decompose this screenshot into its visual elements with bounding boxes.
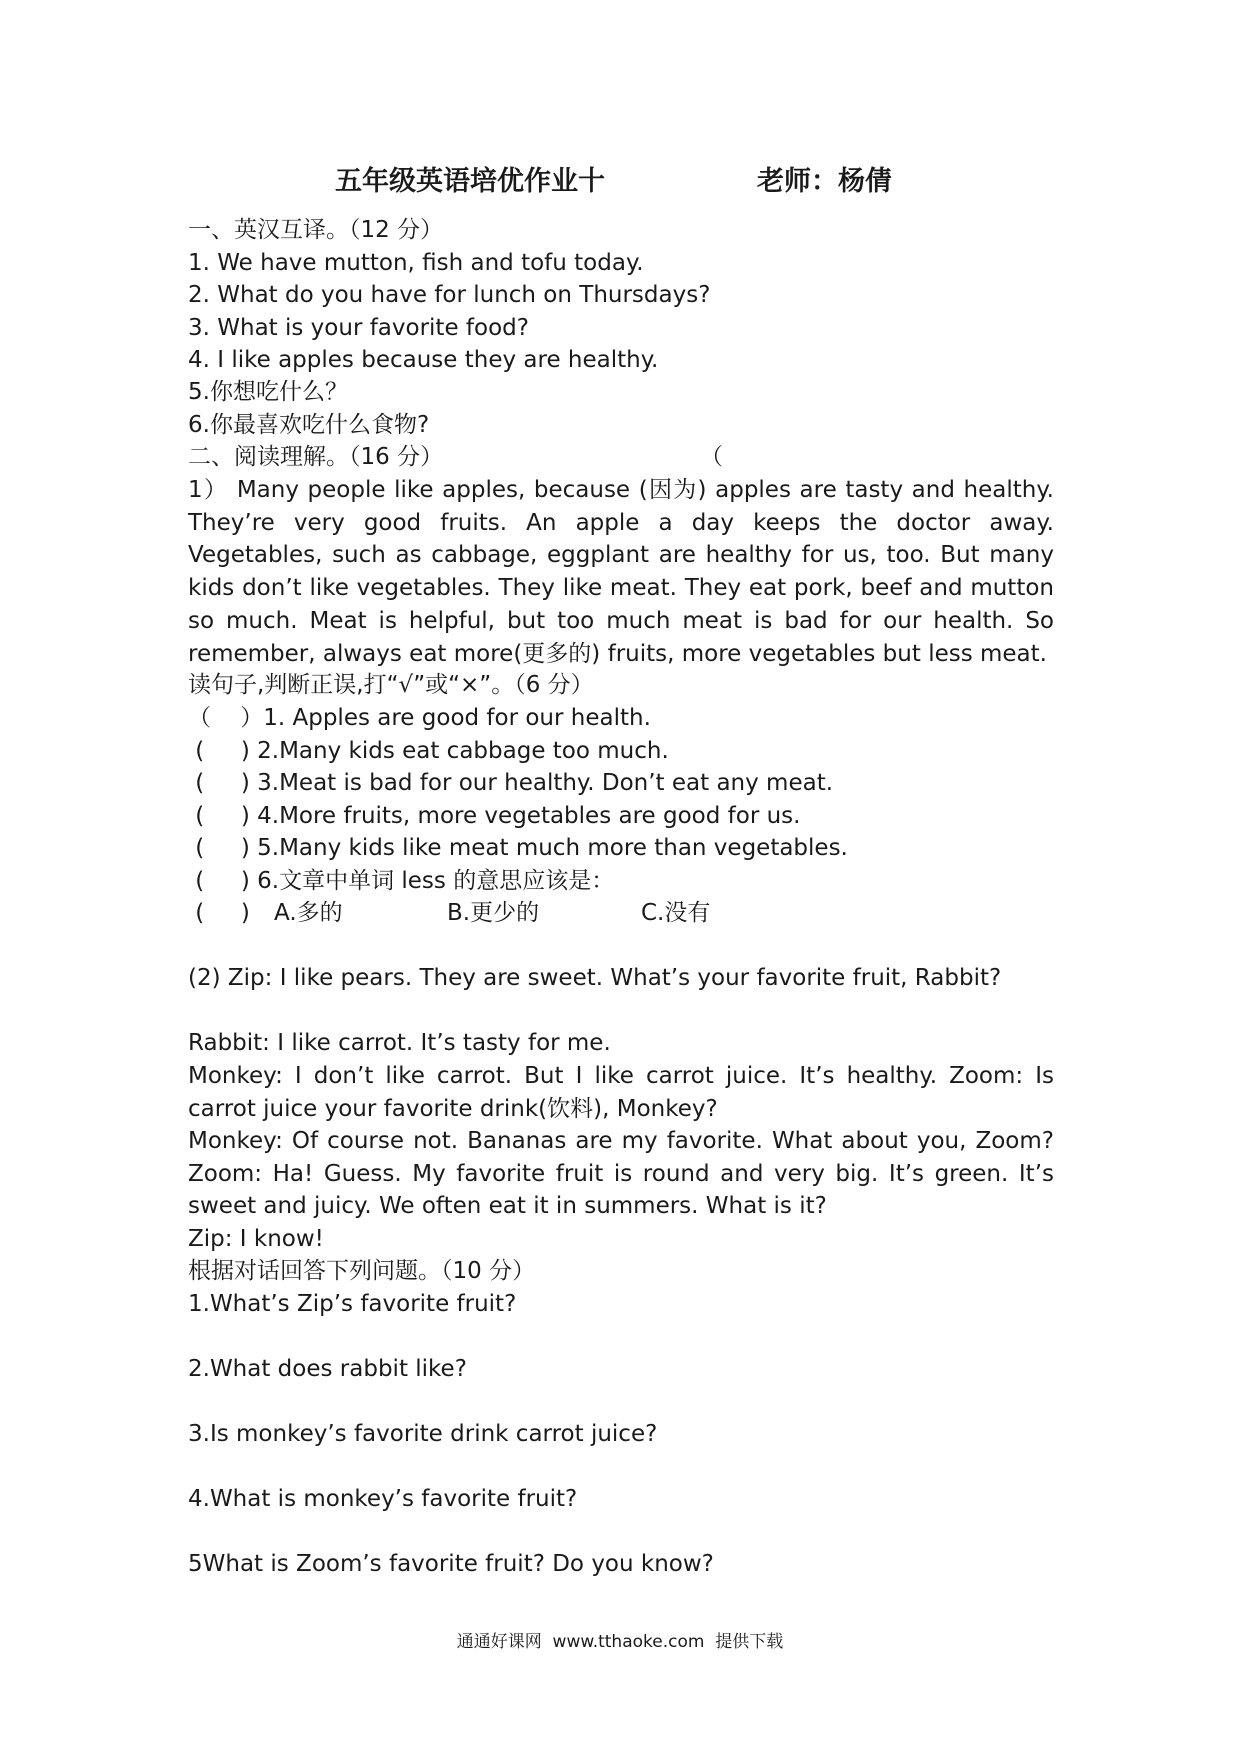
- choice-b: B.更少的: [447, 900, 540, 926]
- question-3: 3.Is monkey’s favorite drink carrot juice?: [188, 1421, 658, 1447]
- choice-answer-blank: ( ): [188, 900, 250, 926]
- translate-item-2: 2. What do you have for lunch on Thursdays?: [188, 282, 711, 308]
- teacher-name: 老师：杨倩: [757, 166, 892, 197]
- qa-instruction: 根据对话回答下列问题。（10 分）: [188, 1258, 536, 1284]
- judge-item-1: （ ）1. Apples are good for our health.: [188, 705, 651, 731]
- question-5: 5What is Zoom’s favorite fruit? Do you know?: [188, 1551, 714, 1577]
- translate-item-4: 4. I like apples because they are healthy.: [188, 347, 659, 373]
- judge-item-3: ( ) 3.Meat is bad for our healthy. Don’t eat any meat.: [188, 770, 834, 796]
- reading-passage-1: 1） Many people like apples, because (因为) apples are tasty and healthy. They’re very good fruits. An apple a day keeps the doctor away. Vegetables, such as cabbage, eggplant are healthy for us, too. But many kids don’t like vegetables. They like meat. They eat pork, beef and mutton so much. Meat is helpful, but too much meat is bad for our health. So remember, always eat more(更多的) fruits, more vegetables but less meat.: [188, 477, 1054, 667]
- section1-heading: 一、英汉互译。（12 分）: [188, 217, 444, 243]
- translate-item-6: 6.你最喜欢吃什么食物?: [188, 412, 430, 438]
- judge-item-6: ( ) 6.文章中单词 less 的意思应该是：: [188, 868, 615, 894]
- translate-item-3: 3. What is your favorite food?: [188, 315, 529, 341]
- choice-c: C.没有: [641, 900, 711, 926]
- dialogue-block-monkey-1: Monkey: I don’t like carrot. But I like carrot juice. It’s healthy. Zoom: Is carrot juice your favorite drink(饮料), Monkey?: [188, 1063, 1054, 1122]
- dialogue-line-rabbit: Rabbit: I like carrot. It’s tasty for me.: [188, 1030, 611, 1056]
- footer-credit: 通通好课网 www.tthaoke.com 提供下载: [456, 1632, 784, 1652]
- stray-parenthesis: （: [700, 444, 723, 470]
- dialogue-line-zip: (2) Zip: I like pears. They are sweet. What’s your favorite fruit, Rabbit?: [188, 965, 1002, 991]
- choice-a: A.多的: [274, 900, 343, 926]
- judge-item-2: ( ) 2.Many kids eat cabbage too much.: [188, 738, 669, 764]
- translate-item-1: 1. We have mutton, fish and tofu today.: [188, 250, 644, 276]
- judge-instruction: 读句子,判断正误,打“√”或“×”。（6 分）: [188, 672, 594, 698]
- section2-heading: 二、阅读理解。（16 分）: [188, 444, 444, 470]
- dialogue-line-zip-end: Zip: I know!: [188, 1226, 324, 1252]
- dialogue-block-monkey-2: Monkey: Of course not. Bananas are my favorite. What about you, Zoom? Zoom: Ha! Guess. My favorite fruit is round and very big. It’s green. It’s sweet and juicy. We often eat it in summers. What is it?: [188, 1128, 1054, 1220]
- judge-item-5: ( ) 5.Many kids like meat much more than vegetables.: [188, 835, 848, 861]
- judge-item-4: ( ) 4.More fruits, more vegetables are good for us.: [188, 803, 801, 829]
- question-1: 1.What’s Zip’s favorite fruit?: [188, 1291, 517, 1317]
- question-4: 4.What is monkey’s favorite fruit?: [188, 1486, 578, 1512]
- translate-item-5: 5.你想吃什么？: [188, 379, 348, 405]
- page-title: 五年级英语培优作业十: [335, 166, 605, 197]
- question-2: 2.What does rabbit like?: [188, 1356, 467, 1382]
